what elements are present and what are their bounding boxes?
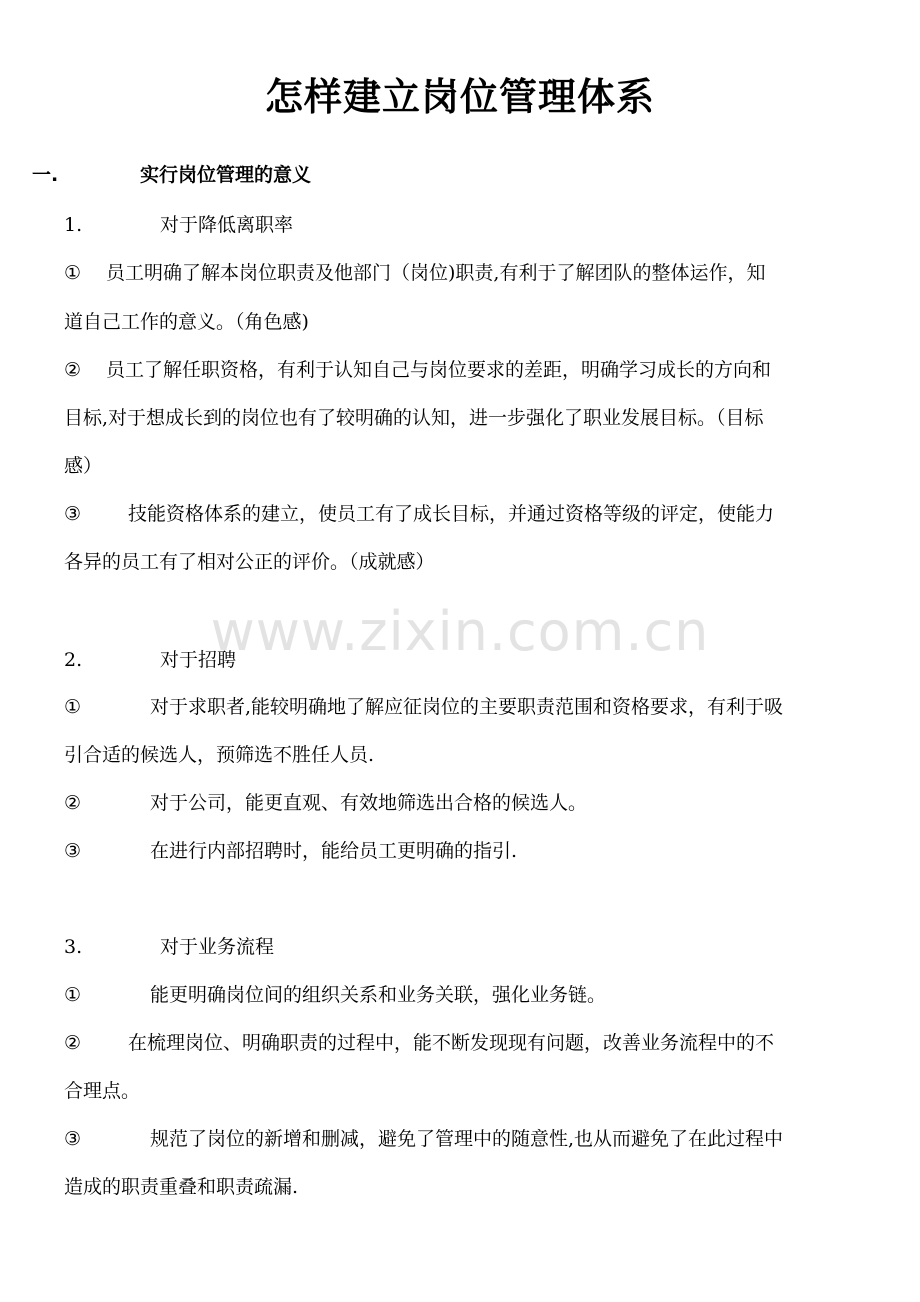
paragraph-line: 道自己工作的意义。（角色感) [64, 311, 309, 333]
item-text: 对于求职者,能较明确地了解应征岗位的主要职责范围和资格要求，有利于吸 [150, 696, 784, 718]
item-text: 员工明确了解本岗位职责及他部门（岗位)职责,有利于了解团队的整体运作，知 [106, 262, 766, 284]
paragraph-line [64, 836, 517, 863]
item-marker: ① [64, 696, 82, 718]
item-text: 对于公司，能更直观、有效地筛选出合格的候选人。 [150, 792, 588, 814]
item-text: 员工了解任职资格，有利于认知自己与岗位要求的差距，明确学习成长的方向和 [106, 359, 772, 381]
paragraph-line [64, 355, 771, 382]
paragraph-line [64, 258, 765, 285]
subheading-3 [64, 932, 274, 959]
section-number: 一. [32, 164, 59, 186]
section-heading [32, 160, 311, 187]
item-marker: ③ [64, 503, 82, 525]
paragraph-line [64, 692, 783, 719]
item-text: 能更明确岗位间的组织关系和业务关联，强化业务链。 [150, 984, 607, 1006]
subheading-2 [64, 645, 236, 672]
paragraph-line [64, 980, 606, 1007]
subheading-text: 对于招聘 [160, 649, 237, 671]
subheading-text: 对于业务流程 [160, 936, 275, 958]
subheading-text: 对于降低离职率 [160, 214, 294, 236]
item-text: 技能资格体系的建立，使员工有了成长目标，并通过资格等级的评定，使能力 [128, 503, 775, 525]
paragraph-line: 合理点。 [64, 1080, 141, 1102]
item-marker: ① [64, 984, 82, 1006]
item-marker: ① [64, 262, 82, 284]
item-marker: ② [64, 792, 82, 814]
paragraph-line: 引合适的候选人，预筛选不胜任人员. [64, 744, 375, 766]
paragraph-line: 各异的员工有了相对公正的评价。（成就感） [64, 551, 435, 573]
subheading-number: 2. [64, 649, 83, 671]
item-marker: ② [64, 359, 82, 381]
watermark: www.zixin.com.cn [210, 600, 710, 663]
paragraph-line: 造成的职责重叠和职责疏漏. [64, 1176, 299, 1198]
document-title: 怎样建立岗位管理体系 [264, 75, 655, 119]
item-marker: ③ [64, 840, 82, 862]
item-marker: ② [64, 1032, 82, 1054]
item-text: 在梳理岗位、明确职责的过程中，能不断发现现有问题，改善业务流程中的不 [128, 1032, 775, 1054]
item-text: 规范了岗位的新增和删减，避免了管理中的随意性,也从而避免了在此过程中 [150, 1128, 784, 1150]
paragraph-line [64, 499, 774, 526]
paragraph-line [64, 1028, 774, 1055]
paragraph-line: 感） [64, 455, 103, 477]
subheading-number: 1. [64, 214, 83, 236]
item-text: 在进行内部招聘时，能给员工更明确的指引. [150, 840, 518, 862]
subheading-number: 3. [64, 936, 83, 958]
paragraph-line: 目标,对于想成长到的岗位也有了较明确的认知，进一步强化了职业发展目标。（目标 [64, 407, 764, 429]
section-text: 实行岗位管理的意义 [140, 164, 312, 186]
paragraph-line [64, 788, 587, 815]
paragraph-line [64, 1124, 783, 1151]
item-marker: ③ [64, 1128, 82, 1150]
subheading-1 [64, 210, 293, 237]
